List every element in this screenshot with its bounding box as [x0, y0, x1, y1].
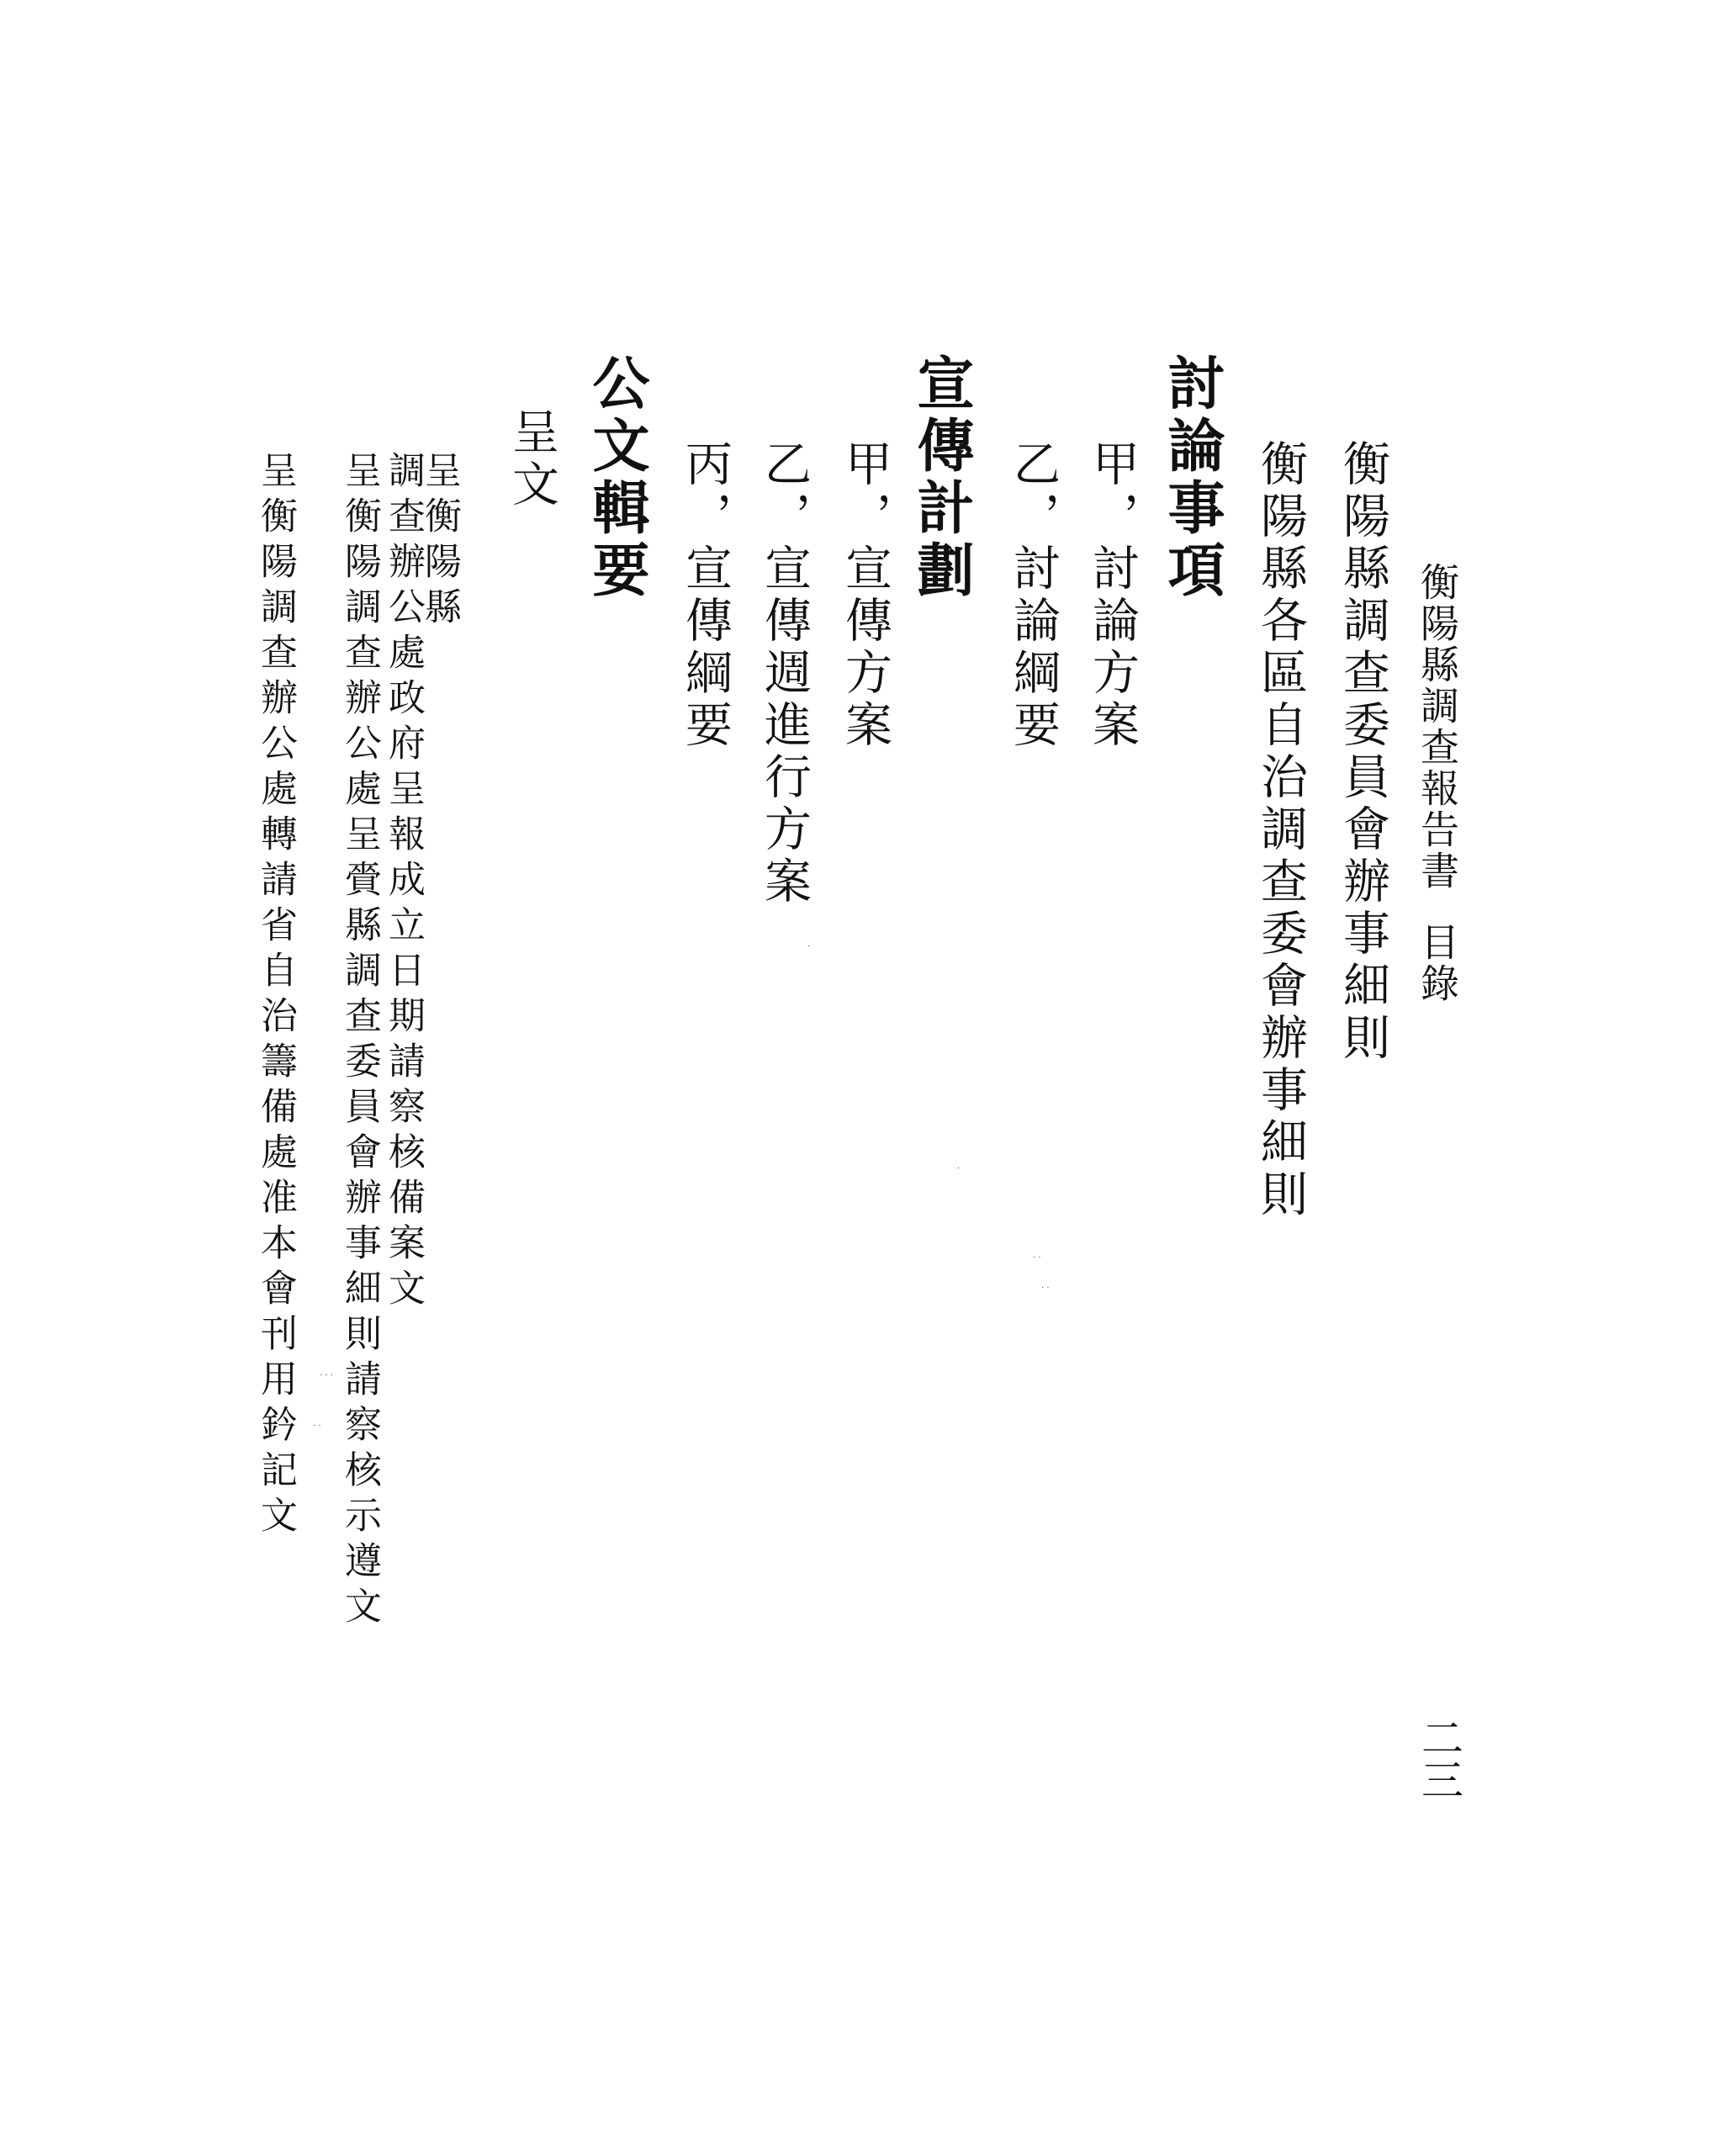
toc-section-documents: 公文輯要	[583, 353, 650, 602]
scan-speck: ·	[807, 942, 811, 951]
toc-entry-propaganda-outline: 丙，宣傳綱要	[678, 439, 733, 752]
toc-entry-discussion-outline: 乙，討論綱要	[1006, 439, 1061, 752]
book-title: 衡陽縣調查報告書	[1415, 562, 1460, 892]
section-label: 目錄	[1415, 922, 1460, 1004]
toc-section-propaganda: 宣傳計劃	[908, 353, 975, 602]
scan-speck: · ·	[1033, 1253, 1041, 1263]
scan-speck: · ·	[1041, 1284, 1050, 1293]
toc-section-discussion: 討論事項	[1158, 353, 1225, 602]
toc-entry-prefix-line2: 調查辦公處	[382, 451, 425, 678]
toc-entry-petitions: 呈文	[505, 407, 559, 511]
scan-speck: · · ·	[320, 1371, 333, 1380]
running-head	[1415, 562, 1460, 1004]
scan-speck: · ·	[313, 1422, 321, 1431]
toc-entry-seal-request: 呈衡陽調查辦公處轉請省自治籌備處准本會刊用鈐記文	[254, 451, 297, 1541]
toc-entry-committee-rules: 衡陽縣調查委員會辦事細則	[1336, 439, 1390, 1065]
toc-entry-report-establishment-line2	[380, 451, 426, 1314]
toc-entry-prefix-line1: 呈衡陽縣	[418, 451, 461, 633]
scan-speck: ·	[957, 1164, 961, 1173]
toc-entry-submit-rules: 呈衡陽調查辦公處呈賫縣調查委員會辦事細則請察核示遵文	[338, 451, 381, 1632]
toc-entry-propaganda-week-plan: 乙，宣傳週進行方案	[757, 439, 812, 908]
toc-entry-main-text: 政府呈報成立日期請察核備案文	[382, 678, 425, 1314]
toc-entry-propaganda-plan: 甲，宣傳方案	[838, 439, 892, 752]
page-number: 二三	[1415, 1716, 1463, 1800]
toc-entry-district-rules: 衡陽縣各區自治調查委會辦事細則	[1253, 439, 1308, 1221]
toc-entry-discussion-plan: 甲，討論方案	[1085, 439, 1140, 752]
